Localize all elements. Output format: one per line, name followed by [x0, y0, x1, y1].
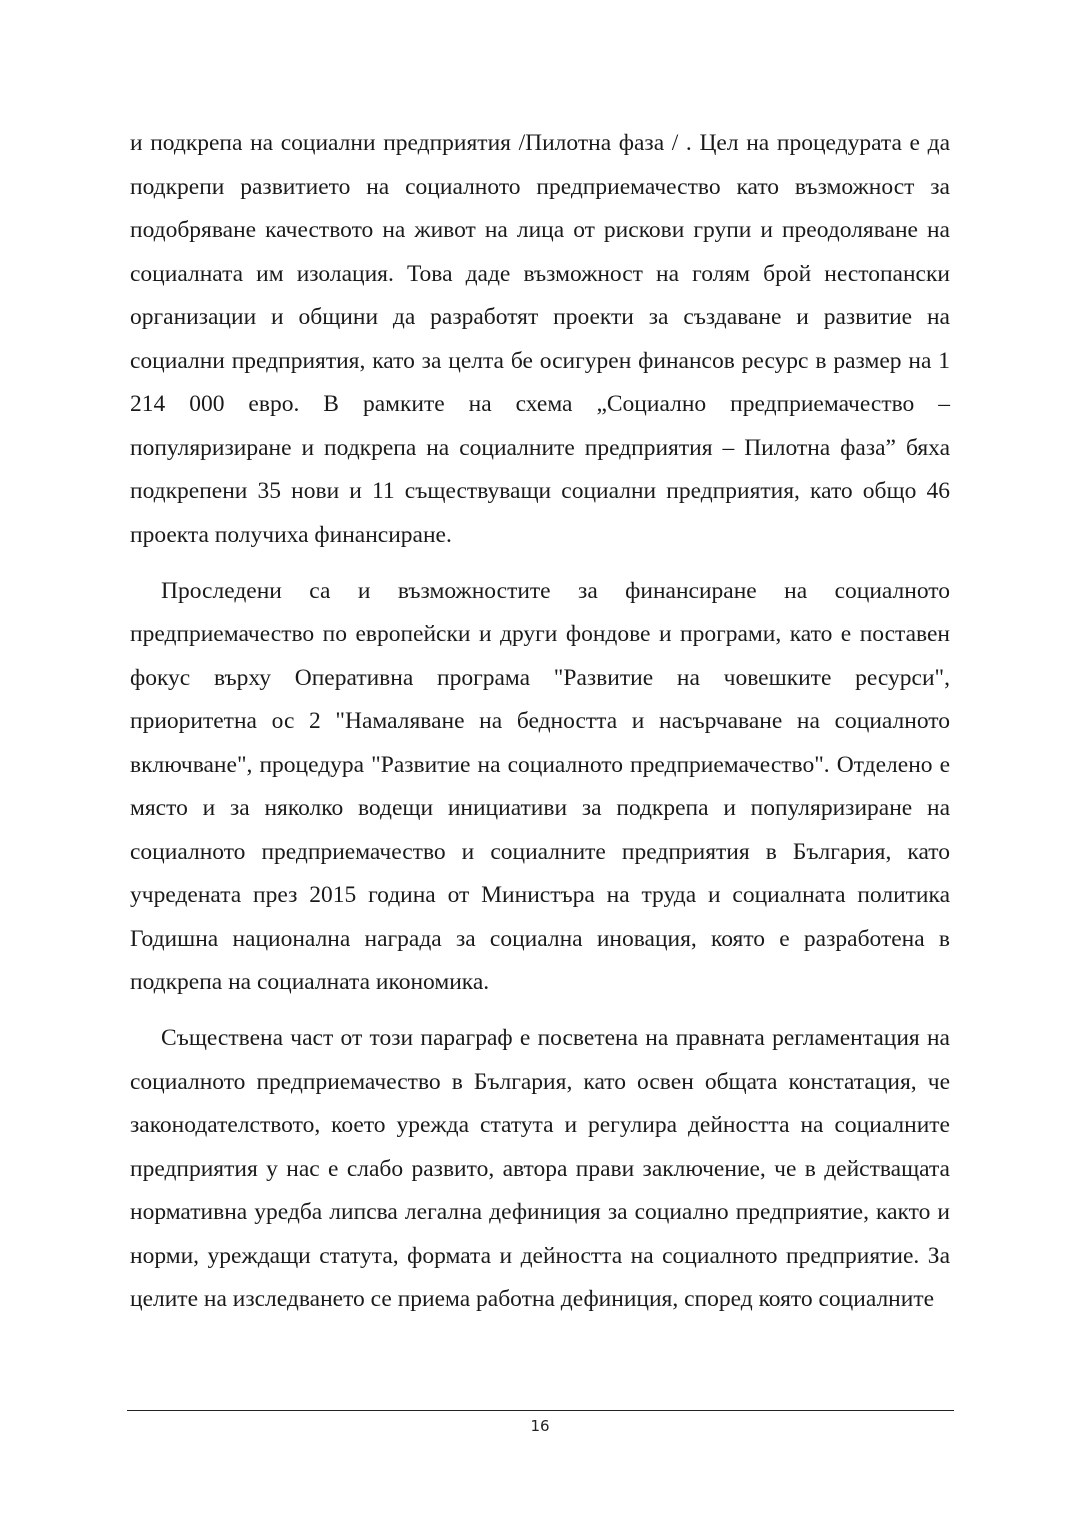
paragraph-continuation: и подкрепа на социални предприятия /Пилотна фаза / . Цел на процедурата е да подкрепи развитието на социалното предприемачество като възможност за подобряване качеството на живот на лица от рискови групи и преодоляване на социалната им изолация. Това даде възможност на голям брой нестопански организации и общини да разработят проекти за създаване и развитие на социални предприятия, като за целта бе осигурен финансов ресурс в размер на 1 214 000 евро. В рамките на схема „Социално предприемачество – популяризиране и подкрепа на социалните предприятия – Пилотна фаза” бяха подкрепени 35 нови и 11 съществуващи социални предприятия, като общо 46 проекта получиха финансиране.	[130, 130, 950, 548]
paragraph-funding-opportunities: Проследени са и възможностите за финансиране на социалното предприемачество по европейски и други фондове и програми, като е поставен фокус върху Оперативна програма "Развитие на човешките ресурси", приоритетна ос 2 "Намаляване на бедността и насърчаване на социалното включване", процедура "Развитие на социалното предприемачество". Отделено е място и за няколко водещи инициативи за подкрепа и популяризиране на социалното предприемачество и социалните предприятия в България, като учредената през 2015 година от Министъра на труда и социалната политика Годишна национална награда за социална иновация, която е разработена в подкрепа на социалната икономика.	[130, 577, 950, 995]
paragraph-legal-regulation: Съществена част от този параграф е посветена на правната регламентация на социалното предприемачество в България, като освен общата констатация, че законодателството, което урежда статута и регулира дейността на социалните предприятия у нас е слабо развито, автора прави заключение, че в действащата нормативна уредба липсва легална дефиниция за социално предприятие, както и норми, уреждащи статута, формата и дейността на социалното предприятие. За целите на изследването се приема работна дефиниция, според която социалните	[130, 1025, 950, 1312]
footer-divider	[127, 1410, 954, 1411]
body-text	[130, 122, 950, 1322]
page-number: 16	[530, 1417, 550, 1435]
